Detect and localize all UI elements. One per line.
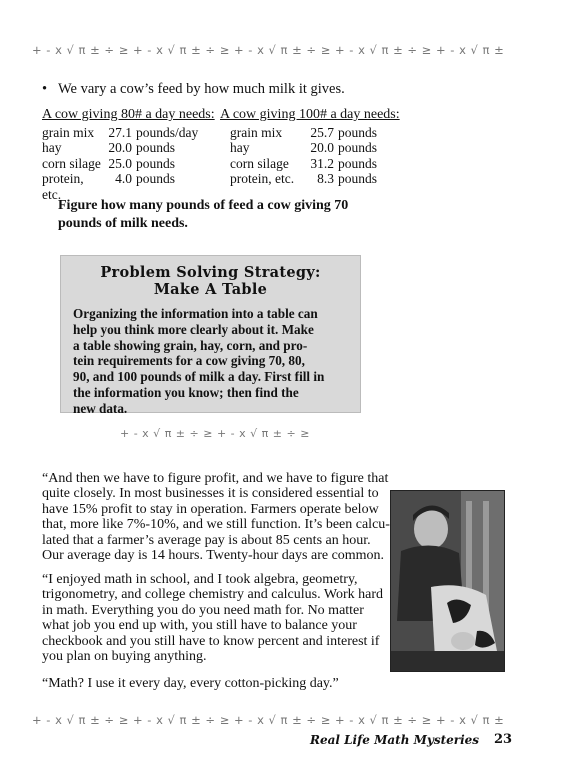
feed-unit: pounds/day <box>136 124 199 140</box>
quote-line: you plan on buying anything. <box>42 649 207 665</box>
intro-line <box>42 81 345 98</box>
quote-line: in math. Everything you do you need math for. No matter <box>42 602 364 618</box>
quote-line: lated that a farmer’s average pay is about 85 cents an hour. <box>42 532 371 548</box>
farmer-with-cow-photo <box>390 490 505 672</box>
intro-text: We vary a cow’s feed by how much milk it gives. <box>58 81 345 97</box>
quote-paragraph-1 <box>42 471 390 563</box>
feed-qty: 4.0 <box>115 171 132 186</box>
table-row <box>220 171 400 187</box>
quote-line: what job you end up with, you still have to balance your <box>42 618 357 634</box>
feed-item: corn silage <box>42 155 101 171</box>
feed-qty: 8.3 <box>317 171 334 186</box>
question-prompt <box>58 197 398 233</box>
question-line: pounds of milk needs. <box>58 216 188 231</box>
quote-line: checkbook and you still have to know percent and interest if <box>42 633 380 649</box>
quote-line: quite closely. In most businesses it is considered essential to <box>42 486 379 502</box>
strategy-line: help you think more clearly about it. Make <box>73 321 314 337</box>
strategy-line: tein requirements for a cow giving 70, 80, <box>73 353 305 369</box>
feed-unit: pounds <box>338 171 378 186</box>
feed-item: corn silage <box>230 155 289 171</box>
strategy-title-line: Make A Table <box>153 281 268 298</box>
table-row <box>220 140 400 156</box>
feed-qty: 25.0 <box>108 155 132 171</box>
feed-table-100 <box>220 107 400 187</box>
table-row <box>42 125 215 141</box>
page-number: 23 <box>494 732 513 747</box>
quote-line: have 15% profit to stay in operation. Farmers operate below <box>42 501 379 517</box>
strategy-line: a table showing grain, hay, corn, and pro- <box>73 337 308 353</box>
table-row <box>220 125 400 141</box>
feed-qty: 20.0 <box>108 140 132 155</box>
quote-paragraph-3 <box>42 676 339 691</box>
strategy-line: new data. <box>73 400 128 416</box>
strategy-box <box>60 255 361 416</box>
quote-line: Our average day is 14 hours. Twenty-hour days are common. <box>42 548 385 564</box>
feed-qty: 31.2 <box>310 155 334 171</box>
strategy-line: 90, and 100 pounds of milk a day. First fill in <box>73 369 325 385</box>
strategy-title-line: Problem Solving Strategy: <box>100 264 321 281</box>
feed-item: protein, etc. <box>42 171 84 202</box>
quote-line: that, more like 7%-10%, and we still function. It’s been calcu- <box>42 517 390 533</box>
strategy-title <box>69 264 352 298</box>
mini-symbol-border: + - x √ π ± ÷ ≥ + - x √ π ± ÷ ≥ <box>120 427 310 440</box>
feed-item: hay <box>230 140 250 155</box>
bottom-symbol-border: + - x √ π ± ÷ ≥ + - x √ π ± ÷ ≥ + - x √ π ± ÷ ≥ + - x √ π ± ÷ ≥ + - x √ π ± <box>32 713 505 727</box>
bullet-icon: • <box>42 81 48 97</box>
quote-line: “Math? I use it every day, every cotton-picking day.” <box>42 676 339 691</box>
strategy-line: the information you know; then find the <box>73 384 299 400</box>
feed-unit: pounds <box>338 155 378 171</box>
quote-line: trigonometry, and college chemistry and calculus. Work hard <box>42 587 383 603</box>
feed-qty: 25.7 <box>310 124 334 140</box>
book-title: Real Life Math Mysteries <box>310 733 480 747</box>
quote-line: “And then we have to figure profit, and we have to figure that <box>42 471 389 486</box>
table-row <box>42 156 215 172</box>
feed-table-80 <box>42 107 215 202</box>
top-symbol-border: + - x √ π ± ÷ ≥ + - x √ π ± ÷ ≥ + - x √ π ± ÷ ≥ + - x √ π ± ÷ ≥ + - x √ π ± <box>32 43 505 57</box>
feed-unit: pounds <box>136 140 176 155</box>
feed-qty: 27.1 <box>108 124 132 140</box>
feed-item: grain mix <box>42 124 95 140</box>
strategy-line: Organizing the information into a table can <box>73 306 318 321</box>
feed-unit: pounds <box>136 155 176 171</box>
quote-paragraph-2 <box>42 572 383 664</box>
strategy-text <box>69 306 352 417</box>
table-row <box>220 156 400 172</box>
feed-item: grain mix <box>230 124 283 140</box>
table-header: A cow giving 80# a day needs: <box>42 107 215 122</box>
feed-unit: pounds <box>338 140 378 155</box>
table-header: A cow giving 100# a day needs: <box>220 107 400 122</box>
question-line: Figure how many pounds of feed a cow giving 70 <box>58 198 349 213</box>
feed-item: protein, etc. <box>230 171 295 186</box>
farmer-with-cow-illustration <box>391 491 505 672</box>
feed-item: hay <box>42 140 62 155</box>
table-row <box>42 140 215 156</box>
feed-unit: pounds <box>136 171 176 186</box>
feed-qty: 20.0 <box>310 140 334 155</box>
quote-line: “I enjoyed math in school, and I took algebra, geometry, <box>42 572 358 587</box>
feed-unit: pounds <box>338 124 378 140</box>
